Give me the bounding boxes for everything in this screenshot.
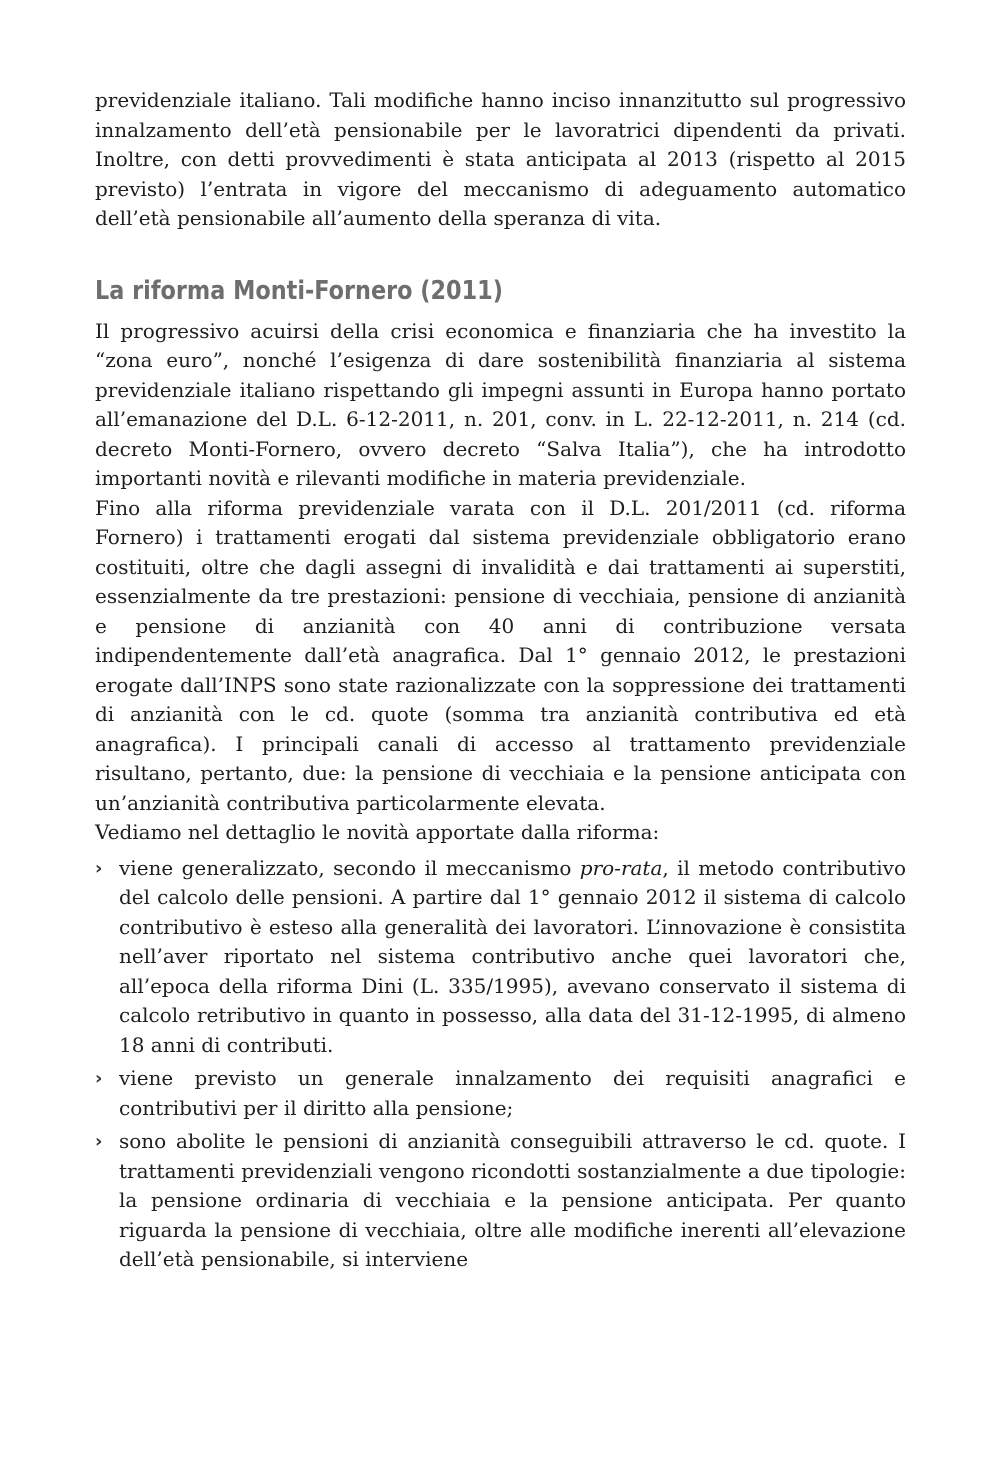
intro-paragraph: previdenziale italiano. Tali modifiche hanno inciso innanzitutto sul progressivo innalzamento dell’età pensionabile per le lavoratrici dipendenti da privati. Inoltre, con detti provvedimenti è stata anticipata al 2013 (rispetto al 2015 previsto) l’entrata in vigore del meccanismo di adeguamento automatico dell’età pensionabile all’aumento della speranza di vita. bbox=[95, 88, 906, 230]
reform-bullet-list bbox=[95, 854, 906, 1275]
bullet-text: viene previsto un generale innalzamento dei requisiti anagrafici e contributivi per il diritto alla pensione; bbox=[119, 1066, 906, 1120]
paragraph-before-reform: Fino alla riforma previdenziale varata con il D.L. 201/2011 (cd. riforma Fornero) i trattamenti erogati dal sistema previdenziale obbligatorio erano costituiti, oltre che dagli assegni di invalidità e dai trattamenti ai superstiti, essenzialmente da tre prestazioni: pensione di vecchiaia, pensione di anzianità e pensione di anzianità con 40 anni di contribuzione versata indipendentemente dall’età anagrafica. Dal 1° gennaio 2012, le prestazioni erogate dall’INPS sono state razionalizzate con la soppressione dei trattamenti di anzianità con le cd. quote (somma tra anzianità contributiva ed età anagrafica). I principali canali di accesso al trattamento previdenziale risultano, pertanto, due: la pensione di vecchiaia e la pensione anticipata con un’anzianità contributiva particolarmente elevata. bbox=[95, 495, 906, 815]
chevron-right-icon: › bbox=[95, 1131, 103, 1152]
section-heading: La riforma Monti-Fornero (2011) bbox=[95, 275, 503, 306]
chevron-right-icon: › bbox=[95, 1068, 103, 1089]
bullet-text-after: , il metodo contributivo del calcolo delle pensioni. A partire dal 1° gennaio 2012 il sistema di calcolo contributivo è esteso alla generalità dei lavoratori. L’innovazione è consistita nell’aver riportato nel sistema contributivo anche quei lavoratori che, all’epoca della riforma Dini (L. 335/1995), avevano conservato il sistema di calcolo retributivo in quanto in possesso, alla data del 31-12-1995, di almeno 18 anni di contributi. bbox=[119, 855, 906, 1057]
bullet-text-before: viene generalizzato, secondo il meccanismo bbox=[119, 855, 580, 880]
bullet-item-quotas-abolished bbox=[95, 1127, 906, 1275]
bullet-item-requirements bbox=[95, 1064, 906, 1123]
bullet-text: sono abolite le pensioni di anzianità conseguibili attraverso le cd. quote. I trattamenti previdenziali vengono ricondotti sostanzialmente a due tipologie: la pensione ordinaria di vecchiaia e la pensione anticipata. Per quanto riguarda la pensione di vecchiaia, oltre alle modifiche inerenti all’elevazione dell’età pensionabile, si interviene bbox=[119, 1129, 906, 1271]
bullet-item-contributive-method bbox=[95, 854, 906, 1061]
document-page bbox=[95, 86, 906, 1279]
paragraph-crisis: Il progressivo acuirsi della crisi economica e finanziaria che ha investito la “zona euro”, nonché l’esigenza di dare sostenibilità finanziaria al sistema previdenziale italiano rispettando gli impegni assunti in Europa hanno portato all’emanazione del D.L. 6-12-2011, n. 201, conv. in L. 22-12-2011, n. 214 (cd. decreto Monti-Fornero, ovvero decreto “Salva Italia”), che ha introdotto importanti novità e rilevanti modifiche in materia previdenziale. bbox=[95, 318, 906, 490]
paragraph-list-intro: Vediamo nel dettaglio le novità apportate dalla riforma: bbox=[95, 820, 660, 844]
chevron-right-icon: › bbox=[95, 857, 103, 879]
bullet-text-emphasis: pro-rata bbox=[579, 855, 663, 880]
